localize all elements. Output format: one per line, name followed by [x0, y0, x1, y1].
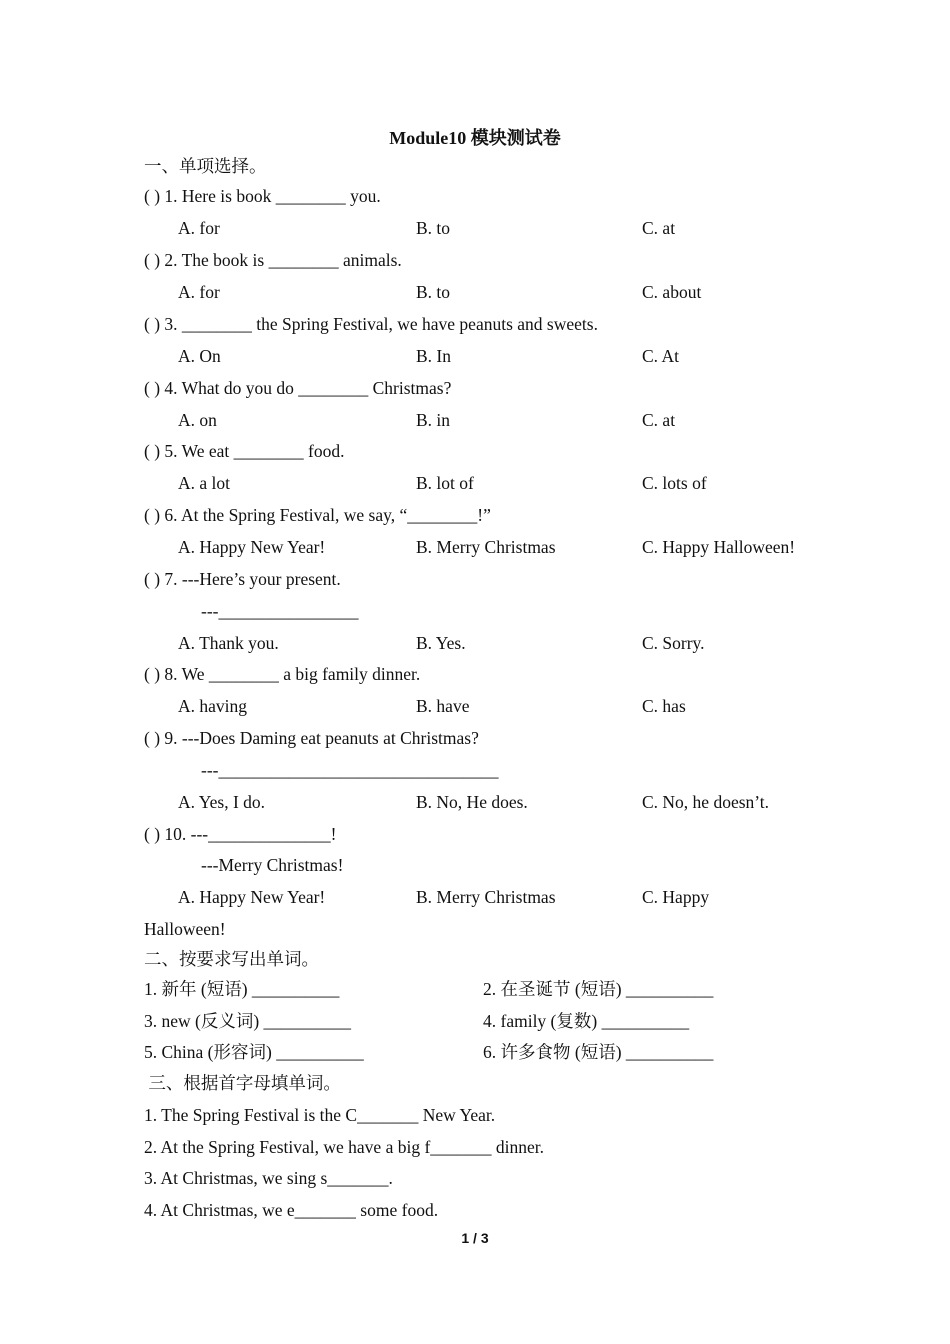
fill-item-4: 4. At Christmas, we e_______ some food. [144, 1200, 439, 1220]
q7-option-a: A. Thank you. [178, 633, 279, 653]
q4-option-a: A. on [178, 410, 217, 430]
question-7: ( ) 7. ---Here’s your present. [144, 569, 341, 589]
question-2: ( ) 2. The book is ________ animals. [144, 250, 402, 270]
q3-option-c: C. At [642, 346, 679, 366]
question-4: ( ) 4. What do you do ________ Christmas? [144, 378, 452, 398]
q10-response-line: ---Merry Christmas! [201, 855, 344, 875]
q10-option-a: A. Happy New Year! [178, 887, 326, 907]
page-title: Module10 模块测试卷 [389, 128, 561, 148]
q2-option-b: B. to [416, 282, 451, 302]
question-5: ( ) 5. We eat ________ food. [144, 441, 345, 461]
q10-option-c: C. Happy [642, 887, 710, 907]
q4-option-b: B. in [416, 410, 451, 430]
question-3: ( ) 3. ________ the Spring Festival, we have peanuts and sweets. [144, 314, 598, 334]
question-8: ( ) 8. We ________ a big family dinner. [144, 664, 421, 684]
section-heading-multiple-choice: 一、单项选择。 [144, 156, 267, 176]
q8-option-c: C. has [642, 696, 686, 716]
section-heading-write-words: 二、按要求写出单词。 [144, 949, 319, 969]
q7-option-c: C. Sorry. [642, 633, 705, 653]
q2-option-a: A. for [178, 282, 220, 302]
fill-item-3: 3. At Christmas, we sing s_______. [144, 1168, 393, 1188]
q1-option-b: B. to [416, 218, 451, 238]
question-9: ( ) 9. ---Does Daming eat peanuts at Christmas? [144, 728, 479, 748]
q1-option-a: A. for [178, 218, 220, 238]
q7-option-b: B. Yes. [416, 633, 466, 653]
q5-option-b: B. lot of [416, 473, 474, 493]
section-heading-fill-letters: 三、根据首字母填单词。 [144, 1073, 341, 1093]
q5-option-a: A. a lot [178, 473, 231, 493]
word-item-6: 6. 许多食物 (短语) __________ [483, 1042, 714, 1062]
word-item-3: 3. new (反义词) __________ [144, 1011, 352, 1031]
q9-answer-line: ---________________________________ [201, 760, 499, 780]
question-1: ( ) 1. Here is book ________ you. [144, 186, 381, 206]
question-10: ( ) 10. ---______________! [144, 824, 337, 844]
page-number: 1 / 3 [461, 1230, 489, 1246]
q3-option-b: B. In [416, 346, 451, 366]
fill-item-1: 1. The Spring Festival is the C_______ New Year. [144, 1105, 496, 1125]
q9-option-c: C. No, he doesn’t. [642, 792, 770, 812]
fill-item-2: 2. At the Spring Festival, we have a big f_______ dinner. [144, 1137, 545, 1157]
q10-option-b: B. Merry Christmas [416, 887, 556, 907]
q6-option-c: C. Happy Halloween! [642, 537, 796, 557]
q2-option-c: C. about [642, 282, 702, 302]
word-item-4: 4. family (复数) __________ [483, 1011, 690, 1031]
q8-option-b: B. have [416, 696, 470, 716]
word-item-2: 2. 在圣诞节 (短语) __________ [483, 979, 714, 999]
q7-answer-line: ---________________ [201, 601, 359, 621]
q10-option-c-continued: Halloween! [144, 919, 226, 939]
q6-option-a: A. Happy New Year! [178, 537, 326, 557]
question-6: ( ) 6. At the Spring Festival, we say, “________!” [144, 505, 491, 525]
q8-option-a: A. having [178, 696, 248, 716]
q3-option-a: A. On [178, 346, 221, 366]
q6-option-b: B. Merry Christmas [416, 537, 556, 557]
q5-option-c: C. lots of [642, 473, 707, 493]
q1-option-c: C. at [642, 218, 676, 238]
q9-option-b: B. No, He does. [416, 792, 528, 812]
q4-option-c: C. at [642, 410, 676, 430]
q9-option-a: A. Yes, I do. [178, 792, 266, 812]
word-item-5: 5. China (形容词) __________ [144, 1042, 364, 1062]
word-item-1: 1. 新年 (短语) __________ [144, 979, 340, 999]
